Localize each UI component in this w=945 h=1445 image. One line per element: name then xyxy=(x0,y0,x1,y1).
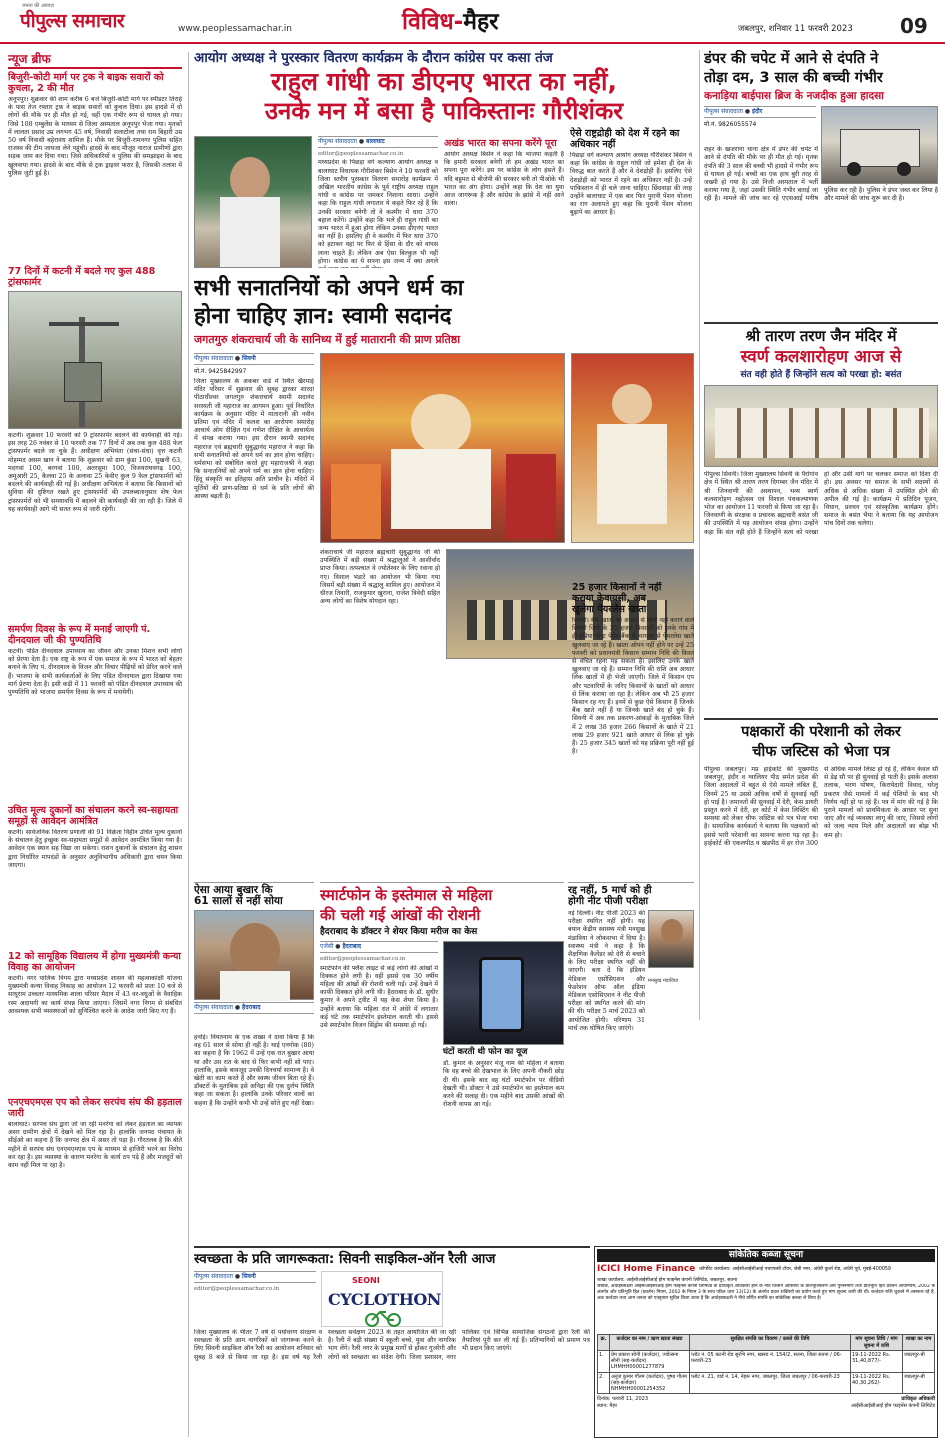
oldman-body: हनोई। वियतनाम के एक शख्स ने दावा किया है कि वह 61 साल से सोया ही नहीं है। थाई एनगोक (80) का कहना है कि 1962 में उन्हें एक रात बुखार आया था और उस रात के बाद से फिर कभी नहीं सो पाए। हालांकि, इसके बावजूद उनकी दिनचर्या सामान्य है। वे खेती का काम करते हैं और स्वस्थ जीवन बिता रहे हैं। डॉक्टरों के मुताबिक इसे अनिद्रा की एक दुर्लभ स्थिति कहा जा सकता है। हालांकि उनके परिवार वालों का कहना है कि उन्होंने कभी भी उन्हें सोते हुए नहीं देखा। xyxy=(194,1034,314,1107)
byline-desk: पीपुल्स संवाददाता xyxy=(318,138,357,145)
dateline: जबलपुर, शनिवार 11 फरवरी 2023 xyxy=(738,24,853,34)
news-brief-column xyxy=(8,52,182,1437)
website[interactable]: www.peoplessamachar.in xyxy=(178,24,292,34)
brand-tagline: जन‌‌ता की आवाज़ xyxy=(22,3,54,9)
jain-headline-1: श्री तारण तरण जैन मंदिर में xyxy=(745,327,897,345)
jain-photo xyxy=(704,385,938,467)
smartphone-byline: एजेंसी ● हैदराबाद xyxy=(320,941,438,953)
farmers-headline-2: कराया केवायसी, अब xyxy=(572,593,646,604)
dumper-headline-2: तोड़ा दम, 3 साल की बच्ची गंभीर xyxy=(704,70,883,86)
notice-th: क्र. xyxy=(598,1335,610,1351)
notice-date: दिनांक: फरवरी 11, 2023 xyxy=(597,1396,649,1403)
byline-city: इंदौर xyxy=(752,108,763,116)
oldman-photo xyxy=(194,910,314,1000)
dumper-photo xyxy=(821,106,938,184)
dumper-body: शहर के खजराना थाना क्षेत्र में डंपर की चपेट में आने से दंपति की मौके पर ही मौत हो गई। मृतक दंपति की 3 साल की बच्ची भी हादसे में गंभीर रूप से घायल हो गई। बच्ची का एक हाथ बुरी तरह से जख्मी हो गया है। उसे निजी अस्पताल में भर्ती कराया गया है, जहां उसकी स्थिति गंभीर बताई जा रही है। मामले की जांच कर रहे एएसआई मनीष पुलिस कर रही है। पुलिस ने डंपर जब्त कर लिया है और मामले की जांच शुरू कर दी है। xyxy=(704,146,938,203)
lead-sub2-body: पिछड़ा वर्ग कल्याण आयोग अध्यक्ष गौरीशंकर बिसेन ने कहा कि कांग्रेस के राहुल गांधी जो हमेशा ही देश के विरुद्ध बात करते हैं और वे देशद्रोही हैं। इसलिए ऐसे देशद्रोही को भारत में रहने का अधिकार नहीं है। उन्हें पाकिस्तान में ही चले जाना चाहिए। छिंदवाड़ा की तरह उन्होंने बालाघाट में एक बार फिर पुरानी पेंशन योजना का राग अलापते हुए कहा कि पुरानी पेंशन योजना बुढ़ापे का आधार है। xyxy=(570,152,692,217)
notice-intro: जबकि, अधोहस्ताक्षरी आईसीआईसीआई होम फाइनेंस कंपनी लिमिटेड के प्राधिकृत अधिकारी होने के नाते वित्तीय आस्तियों के प्रतिभूतिकरण और पुनर्निर्माण तथा प्रतिभूति हित प्रवर्तन अधिनियम, 2002 के अंतर्गत और प्रतिभूति हित (प्रवर्तन) नियम, 2002 के नियम 3 के साथ पठित धारा 13(12) के अंतर्गत प्रदत्त शक्तियों का प्रयोग करते हुए मांग सूचना जारी की थी। कर्जदार राशि चुकाने में असफल रहे हैं, अतः कर्जदार तथा आम जनता को एतद्द्वारा सूचित किया जाता है कि अधोहस्ताक्षरी ने नीचे वर्णित संपत्ति का सांकेतिक कब्जा ले लिया है। xyxy=(597,1284,935,1302)
sanatan-body: जिला मुख्यालय के अकबर वार्ड में स्थित खैरमाई मंदिर परिसर में शुक्रवार की सुबह द्वारका शारदा पीठाधीश्वर जगतगुरु शंकराचार्य स्वामी सदानंद सरस्वती जी महाराज का आगमन हुआ। पूर्व निर्धारित कार्यक्रम के अनुसार मंदिर में मातारानी की नवीन प्रतिमा एवं मंदिर में कलश का आरोपण समारोह आचार्य ओम दीक्षित एवं गणेश दीक्षित के आचार्यत्व में संपन्न कराया गया। इस दौरान स्वामी सदानंद महाराज एवं ब्रह्मचारी सुबुद्धानंद महाराज ने कहा कि सभी सनातनियों को अपने धर्म का ज्ञान होना चाहिए। धर्मसभा को संबोधित करते हुए महाराजश्री ने कहा कि सनातनियों को अपने धर्म का ज्ञान होना चाहिए। हिंदू संस्कृति का इतिहास अति प्राचीन है। मंदिरों में मूर्तियों की प्राण-प्रतिष्ठा से धर्म के प्रति लोगों की आस्था बढ़ती है। xyxy=(194,378,314,500)
sanatan-photo-main xyxy=(320,353,565,543)
notice-th: सुरक्षित संपत्ति का विवरण / कब्जे की तिथि xyxy=(690,1335,851,1351)
lead-headline-1: राहुल गांधी का डीएनए भारत का नहीं, xyxy=(271,66,617,96)
notice-th: मांग सूचना तिथि / मांग सूचना में राशि xyxy=(851,1335,903,1351)
section-title: विविध-मैहर xyxy=(402,9,499,35)
sanatan-body2: शंकराचार्य जी महाराज ब्रह्मचारी सुबुद्धानंद जी की उपस्थिति में बड़ी संख्या में श्रद्धालुओं ने आशीर्वाद प्राप्त किया। तत्पश्चात वे ज्योतेश्वर के लिए रवाना हो गए। विशाल भंडारे का आयोजन भी किया गया जिसमें बड़ी संख्या में श्रद्धालु शामिल हुए। आयोजन में धीरज तिवारी, राजकुमार खुराना, राजेश त्रिवेदी सहित अन्य लोगों का विशेष योगदान रहा। xyxy=(320,549,440,606)
notice-table-header xyxy=(598,1335,935,1351)
byline-city: हैदराबाद xyxy=(242,1004,261,1011)
byline-desk: पीपुल्स संवाददाता xyxy=(194,1004,233,1011)
cyclothon-logo xyxy=(321,1271,443,1327)
brief-item xyxy=(8,624,182,803)
farmers-body: सिवनी। बैंक खातों को आधार से लिंक नहीं कराने वाले सिवनी जिले के 25 हजार किसानों को इनके गांव में ही इंडिया पोस्ट पेमेंट बैंक के माध्यम से पेयरलेस खाते खुलवाए जा रहे हैं। खाता ओपन नहीं होने पर उन्हें 25 फरवरी को प्रधानमंत्री किसान सम्मान निधि की किस्त से वंचित रहना पड़ सकता है। इसलिए उनके खाते खुलवाए जा रहे हैं। सम्मान निधि की राशि अब आधार लिंक खातों में ही भेजी जाएगी। जिले में किसान एप और पटवारियों के जरिए किसानों के खातों को आधार से लिंक कराया जा रहा है। लेकिन अब भी 25 हजार किसान रह गए हैं। इनमें से कुछ ऐसे किसान हैं जिनके बैंक खाते नहीं हैं या जिनके खाते बंद हो चुके हैं। सिवनी में अब तक प्रकरण-आंकड़ों के मुताबिक जिले में 2 लाख 38 हजार 266 किसानों के खाते में 21 लाख 29 हजार 921 खाते आधार से लिंक हो चुके हैं। 25 हजार 345 खातों को यह प्रक्रिया पूरी नहीं हुई है। xyxy=(572,617,694,756)
byline-city: सिवनी xyxy=(242,1273,256,1280)
brief-body: कटनी। सार्वजनिक वितरण प्रणाली की 91 विक्रेता विहीन उचित मूल्य दुकानों के संचालन हेतु इच्छुक स्व-सहायता समूहों से आवेदन आमंत्रित किया गया है। आवेदन एक स्थान सह विद्या जा सकेगा। राशन दुकानों के संचालन हेतु शासन द्वारा निर्धारित मापदंडों के अनुसार अनुविभागीय अधिकारी द्वारा चयन किया जाएगा। xyxy=(8,829,182,869)
notice-cell: 2. xyxy=(598,1372,610,1394)
jain-subhead: संत वही होते हैं जिन्होंने सत्य को परखा हो: बसंत xyxy=(740,370,902,380)
possession-notice xyxy=(594,1246,938,1438)
transformer-photo xyxy=(8,291,182,429)
lead-byline: पीपुल्स संवाददाता ● बालाघाट xyxy=(318,136,438,148)
byline-desk: पीपुल्स संवाददाता xyxy=(194,355,233,362)
byline-desk: पीपुल्स संवाददाता xyxy=(704,108,743,116)
lead-sub2: ऐसे राष्ट्रद्रोही को देश में रहने का अधिकार नहीं xyxy=(570,128,680,150)
sanatan-photo-side xyxy=(571,353,694,543)
jain-story xyxy=(704,322,938,712)
brief-item xyxy=(8,72,182,264)
brief-title: समर्पण दिवस के रूप में मनाई जाएगी पं. दीनदयाल जी की पुण्यतिथि xyxy=(8,624,151,646)
notice-title: सांकेतिक कब्जा सूचना xyxy=(597,1249,935,1262)
smartphone-subhead: हैदराबाद के डॉक्टर ने शेयर किया मरीज का केस xyxy=(320,927,478,937)
smartphone-photo-body: डॉ. कुमार के अनुसार मंजू नाम की महिला ने बताया कि वह बच्चे की देखभाल के लिए अपनी नौकरी छोड़ दी थी। इसके बाद वह घंटों स्मार्टफोन पर वीडियो देखती थी। डॉक्टर ने उसे स्मार्टफोन का इस्तेमाल कम करने की सलाह दी। एक महीने बाद उसकी आंखों की रोशनी वापस आ गई। xyxy=(443,1060,564,1109)
mandaviya-photo xyxy=(648,910,694,968)
notice-th: कर्जदार का नाम / ऋण खाता संख्या xyxy=(610,1335,690,1351)
notice-table xyxy=(597,1334,935,1394)
journalists-story xyxy=(704,718,938,1018)
sanatan-subhead: जगतगुरु शंकराचार्य जी के सानिध्य में हुई मातारानी की प्राण प्रतिष्ठा xyxy=(194,333,461,346)
news-brief-label: न्यूज ब्रीफ xyxy=(8,52,182,69)
notice-cell: प्रेम प्रकाश सोनी (कर्जदार), ज्योत्सना सोनी (सह-कर्जदार) LHMHH00001277879 xyxy=(610,1350,690,1372)
dumper-byline: पीपुल्स संवाददाता ● इंदौर xyxy=(704,106,816,118)
notice-branch: शाखा कार्यालय: आईसीआईसीआई होम फाइनेंस कंपनी लिमिटेड, जबलपुर, सतना xyxy=(597,1277,738,1283)
dumper-phone: मो.नं. 9826055574 xyxy=(704,120,757,128)
lead-story xyxy=(194,50,694,268)
farmers-headline-1: 25 हजार किसानों ने नहीं xyxy=(572,582,662,593)
brief-body: कटनी। पंडित दीनदयाल उपाध्याय का जीवन और उनका मिशन सभी लोगों को प्रेरणा देता है। एक राष्ट्र के रूप में एक समाज के रूप में भारत को बेहतर बनाने के लिए पं. दीनदयाल के विजन और विचार पीढ़ियों को प्रेरित करने वाले हैं। भाजपा के सभी कार्यकर्ताओं के लिए पंडित दीनदयाल द्वारा दिखाया गया मार्ग प्रेरणा देता है। इसी कड़ी में 11 फरवरी को पंडित दीनदयाल उपाध्याय की पुण्यतिथि को भाजपा समर्पण दिवस के रूप में मनायेगी। xyxy=(8,648,182,697)
lead-photo xyxy=(194,136,312,268)
cycle-byline: पीपुल्स संवाददाता ● सिवनी xyxy=(194,1271,316,1283)
neet-headline-2: होगी नीट पीजी परीक्षा xyxy=(568,896,649,907)
brief-title: 77 दिनों में कटनी में बदले गए कुल 488 ट्रांसफार्मर xyxy=(8,266,156,288)
oldman-headline-2: 61 सालों से नहीं सोया xyxy=(194,895,283,907)
notice-cell: जबलपुर-बी xyxy=(903,1350,935,1372)
journalists-headline-2: चीफ जस्टिस को भेजा पत्र xyxy=(752,744,890,760)
lead-sub1: अखंड भारत का सपना करेंगे पूरा xyxy=(444,138,557,149)
lead-headline-2: उनके मन में बसा है पाकिस्तानः गौरीशंकर xyxy=(264,96,624,125)
cycle-email: editor@peoplessamachar.co.in xyxy=(194,1285,280,1292)
oldman-headline-1: ऐसा आया बुखार कि xyxy=(194,884,273,896)
notice-signatory: प्राधिकृत अधिकारी xyxy=(901,1396,935,1403)
farmers-headline-3: खुलेगा पेयरलेस खाता xyxy=(572,604,647,615)
sanatan-phone: मो.नं. 9425842997 xyxy=(194,367,247,375)
byline-city: सिवनी xyxy=(242,355,256,362)
brief-item xyxy=(8,951,182,1095)
brief-body: अनूपपुर। शुक्रवार की शाम करीब 6 बजे बिजुरी-कोटी मार्ग पर स्पीडटर तिराहे के पास तेज रफ्तार ट्रक ने बाइक सवारों को कुचल दिया। इस हादसे में दो लोगों की मौके पर ही मौत हो गई, वहीं एक गंभीर रूप से घायल हो गया। जिसे 108 एम्बुलेंस के माध्यम से जिला अस्पताल अनूपपुर भेजा गया। मृतकों में लालता प्रसाद उम्र लगभग 45 वर्ष, निवासी सलाटोला तथा राम बिहारी उम्र 50 वर्ष निवासी बहेरावंध शामिल हैं। मौके पर बिजुरी-रामनगर पुलिस सहित राजस्व की टीम जायजा लेने पहुंची। हादसे के बाद मौजूद नाराज ग्रामीणों द्वारा सड़क जाम कर दिया गया। जिसे अधिकारियों व पुलिस की समझाइश के बाद खुलवाया गया। हादसे के बाद मौके से ट्रक ड्राइवर फरार है, जिसकी तलाश में पुलिस जुटी हुई है। xyxy=(8,96,182,177)
journalists-body: पीपुल्स जबलपुर। मप्र हाईकोर्ट की मुख्यपीठ जबलपुर, इंदौर व ग्वालियर पीठ समेत प्रदेश की जिला अदालतों में बहुत से ऐसे मामले लंबित हैं, जिनमें 25 या उससे अधिक वर्षों से सुनवाई नहीं हो पाई है। जमानतों की सुनवाई में देरी, केस डायरी प्रस्तुत करने में देरी, हर कोर्ट में केस लिस्टिंग की समस्या को लेकर चीफ जस्टिस को पत्र भेजा गया है। सामाजिक कार्यकर्ता ने बताया कि पक्षकारों को इससे भारी परेशानी का सामना करना पड़ रहा है। हाईकोर्ट की एकलपीठ व खंडपीठ में हर रोज 300 से अधिक मामले लिस्ट हो रहे हैं, लेकिन केवल सौ से डेढ़ सौ पर ही सुनवाई हो पाती है। इसके अलावा तलाक, भरण पोषण, किरायेदारी विवाद, घरेलू प्रकरण जैसे मामलों में कई पेशियों के बाद भी निर्णय नहीं हो पा रहे हैं। पत्र में मांग की गई है कि पुराने मामलों को प्राथमिकता के आधार पर सुना जाए और नई व्यवस्था लागू की जाए, जिससे लोगों को जल्द न्याय मिले और अदालतों का बोझ भी कम हो। xyxy=(704,766,938,847)
table-row xyxy=(598,1372,935,1394)
byline-city: बालाघाट xyxy=(366,138,385,145)
neet-story xyxy=(568,882,694,1242)
notice-signatory-company: आईसीआईसीआई होम फाइनेंस कंपनी लिमिटेड xyxy=(850,1402,935,1409)
lead-kicker: आयोग अध्यक्ष ने पुरस्कार वितरण कार्यक्रम के दौरान कांग्रेस पर कसा तंज xyxy=(194,50,553,66)
lead-email: editor@peoplessamachar.co.in xyxy=(318,150,404,157)
icici-logo: ICICI Home Finance xyxy=(597,1264,696,1275)
notice-company-address: कॉर्पोरेट कार्यालय: आईसीआईसीआई एचएफसी टॉवर, जेबी नगर, अंधेरी कुर्ला रोड, अंधेरी पूर्व, मुंबई-400059 xyxy=(699,1266,891,1272)
oldman-byline: पीपुल्स संवाददाता ● हैदराबाद xyxy=(194,1002,314,1014)
neet-body: नई दिल्ली। नीट पीजी 2023 की परीक्षा स्थगित नहीं होगी। यह बयान केंद्रीय स्वास्थ्य मंत्री मनसुख मंडाविया ने लोकसभा में दिया है। स्वास्थ्य मंत्री ने कहा है कि शैक्षणिक कैलेंडर को देरी से बचाने के लिए परीक्षा स्थगित नहीं की जाएगी। बता दें कि इंडियन मेडिकल एसोसिएशन और फेडरेशन ऑफ ऑल इंडिया मेडिकल एसोसिएशन ने नीट पीजी परीक्षा को स्थगित करने की मांग की थी। परीक्षा 5 मार्च 2023 को आयोजित होगी। परिणाम 31 मार्च तक घोषित किए जाएंगे। xyxy=(568,910,645,1032)
cycle-icon xyxy=(364,1308,404,1328)
notice-th: शाखा का नाम xyxy=(903,1335,935,1351)
brief-item xyxy=(8,266,182,622)
smartphone-email: editor@peoplessamachar.co.in xyxy=(320,955,406,962)
notice-cell: 1. xyxy=(598,1350,610,1372)
notice-cell: जबलपुर-बी xyxy=(903,1372,935,1394)
column-divider xyxy=(699,50,700,1020)
farmers-story xyxy=(572,582,694,882)
dumper-subhead: कनाड़िया बाईपास ब्रिज के नजदीक हुआ हादसा xyxy=(704,90,884,102)
sanatan-headline-1: सभी सनातनियों को अपने धर्म का xyxy=(194,276,464,301)
page-number: 09 xyxy=(900,14,928,38)
dumper-headline-1: डंपर की चपेट में आने से दंपति ने xyxy=(704,51,879,67)
notice-cell: प्लॉट नं. 21, वार्ड नं. 14, नेहरू नगर, जबलपुर, जिला जबलपुर / 06-फरवरी-23 xyxy=(690,1372,851,1394)
brief-item xyxy=(8,805,182,949)
journalists-headline-1: पक्षकारों की परेशानी को लेकर xyxy=(741,724,901,740)
cyclothon-logo-top: SEONI xyxy=(352,1276,380,1285)
jain-headline-2: स्वर्ण कलशारोहण आज से xyxy=(740,347,902,367)
brief-title: बिजुरी-कोटी मार्ग पर ट्रक ने बाइक सवारों को कुचला, 2 की मौत xyxy=(8,72,164,94)
lead-sub1-body: आयोग अध्यक्ष बिसेन ने कहा कि भाजपा कहती है कि हमारी सरकार बनेगी तो हम अखंड भारत का सपना पूरा करेंगे। इस पर कांग्रेस के लोग हंसते हैं। यदि बहुमत से बीजेपी की सरकार बनी तो पीओके भी भारत का अंग होगा। उन्होंने कहा कि देश का युवा आज जागरूक है और कांग्रेस के झांसे में नहीं आने वाला। xyxy=(444,151,564,208)
byline-city: हैदराबाद xyxy=(342,943,361,951)
brief-item xyxy=(8,1097,182,1271)
table-row xyxy=(598,1350,935,1372)
brief-title: 12 को सामूहिक विद्यालय में होगा मुख्यमंत्री कन्या विवाह का आयोजन xyxy=(8,951,181,973)
lead-body: मध्यप्रदेश के पिछड़ा वर्ग कल्याण आयोग अध्यक्ष व बालाघाट विधायक गौरीशंकर बिसेन ने 10 फरवरी को जिला स्तरीय पुरस्कार वितरण समारोह कार्यक्रम में अखिल भारतीय कांग्रेस के पूर्व राष्ट्रीय अध्यक्ष राहुल गांधी व कांग्रेस पर जमकर निशाना साधा। उन्होंने कहा कि राहुल गांधी लगातार ये कहते फिर रहे हैं कि उनकी सरकार बनेगी तो वे कश्मीर में धारा 370 बहाल करेंगे। उन्होंने कहा कि भले ही राहुल गांधी का जन्म भारत में हुआ होगा लेकिन उनका डीएनए भारत का नहीं है। इसलिए ही वे कश्मीर में फिर धारा 370 को हटाकर वहां पर फिर से हिंसा के दौर को वापस लाना चाहते हैं। लेकिन अब ऐसा बिल्कुल भी नहीं होगा। कांग्रेस का ये सपना इस जन्म में क्या अगले xyxy=(318,159,438,265)
brief-title: एनएचएमएस एप को लेकर सरपंच संघ की हड़ताल जारी xyxy=(8,1097,182,1119)
notice-cell: 19-11-2022 Rs. 31,40,877/- xyxy=(851,1350,903,1372)
smartphone-story xyxy=(320,882,564,1242)
brief-body: बालाघाट। सरपंच संघ द्वारा जो जा रही मनरेगा को लेकर हड़ताल का व्यापक असर ग्रामीण क्षेत्रों में देखने को मिल रहा है। हालांकि जनपद पंचायत के सीईओ का कहना है कि जनपद क्षेत्र में असर तो पड़ा है। गौरतलब है कि बीते महीने से सरपंच संघ एनएमएमएस एप के माध्यम से हाजिरी भरने का विरोध कर रहा है। इस व्यवस्था के कारण मनरेगा के कार्य ठप पड़े हैं और मजदूरों को काम नहीं मिल पा रहा है। xyxy=(8,1121,182,1170)
mandaviya-caption: मनसुख मंडाविया xyxy=(648,978,679,984)
masthead xyxy=(0,0,945,44)
smartphone-body: स्मार्टफोन की फ्लैश लाइट से कई लोगों की आंखों में दिक्कत होने लगी है। वहीं इससे एक 30 वर्षीय महिला की आंखों की रोशनी चली गई। उन्हें देखने में काफी दिक्कत होने लगी थी। हैदराबाद के डॉ. सुधीर कुमार ने अपने ट्वीट में यह केस शेयर किया है। उन्होंने बताया कि महिला रात में अंधेरे में लगातार कई घंटे तक स्मार्टफोन इस्तेमाल करती थी। इससे उसे स्मार्टफोन विजन सिंड्रोम की समस्या हो गई। xyxy=(320,964,438,1030)
cycle-headline: स्वच्छता के प्रति जागरूकता: सिवनी साइकिल-ऑन रैली आज xyxy=(194,1251,496,1267)
smartphone-photo-caption: घंटों करती थी फोन का यूज xyxy=(443,1047,528,1058)
byline-desk: पीपुल्स संवाददाता xyxy=(194,1273,233,1280)
notice-cell: 19-11-2022 Rs. 40,30,262/- xyxy=(851,1372,903,1394)
dumper-story xyxy=(704,50,938,320)
notice-cell: अनुज कुमार गौतम (कर्जदार), पुष्पा गौतम (सह-कर्जदार) NHMHH00001254352 xyxy=(610,1372,690,1394)
brand-logo: पीपुल्स समाचार xyxy=(20,10,125,32)
sanatan-headline-2: होना चाहिए ज्ञान: स्वामी सदानंद xyxy=(194,304,452,329)
cycle-body: जिला मुख्यालय के भीतर 7 वर्ष से पर्यावरण संरक्षण व स्वच्छता के प्रति आम नागरिकों को जागरूक करने के लिए सिवनी साइकिल ऑन रैली का आयोजन शनिवार को सुबह 8 बजे से किया जा रहा है। इस वर्ष यह रैली स्वच्छता सर्वेक्षण 2023 के तहत आयोजित की जा रही है। रैली में बड़ी संख्या में स्कूली बच्चे, युवा और नागरिक भाग लेंगे। रैली नगर के प्रमुख मार्गों से होकर गुजरेगी और लोगों को स्वच्छता का संदेश देगी। जिला प्रशासन, नगर पालिका एवं विभिन्न सामाजिक संगठनों द्वारा रैली की तैयारियां पूरी कर ली गई हैं। प्रतिभागियों को प्रमाण पत्र भी प्रदान किए जाएंगे। xyxy=(194,1329,590,1361)
brief-body: कटनी। शुक्रवार 10 फरवरी को 9 ट्रांसफार्मर बदलने की कार्यवाही की गई। इस तरह 26 नवंबर से 10 फरवरी तक 77 दिनों में अब तक कुल 488 फेल ट्रांसफार्मर बदले जा चुके हैं। अधीक्षण अभियंता (संचा-संधा) वृत्त कटनी मोहम्मद असम खान ने बताया कि शुक्रवार को ग्राम कुंडा 100, सुखनी 63, मदगवां 100, बरगवां 100, अतरसूमा 100, विजयराघवगढ़ 100, अमुआरी 25, कैलवा 25 के अलावा 25 केवीए कुल 9 फेल ट्रांसफार्मरों को बदलने की कार्यवाही की गई है। अधीक्षण अभियंता ने बताया कि किसानों को सुविधा की दृष्टिगत रखते हुए ट्रांसफार्मरों की उपलब्धतानुसार शेष फेल ट्रांसफार्मरों को भी समयावधि में बदलने की कार्यवाही की जा रही है। जिले में यह कार्यवाही आगे भी सतत रूप से जारी रहेगी। xyxy=(8,432,182,513)
section-prefix: विविध xyxy=(402,9,454,35)
column-divider xyxy=(188,52,189,1437)
neet-headline-1: रद्द नहीं, 5 मार्च को ही xyxy=(568,885,652,896)
sanatan-byline: पीपुल्स संवाददाता ● सिवनी xyxy=(194,353,314,365)
old-man-story xyxy=(194,882,314,1032)
brief-title: उचित मूल्य दुकानों का संचालन करने स्व-सहायता समूहों से आवेदन आमंत्रित xyxy=(8,805,179,827)
smartphone-headline-2: की चली गई आंखों की रोशनी xyxy=(320,906,481,924)
notice-cell: प्लॉट नं. 05 कटनी रोड सुरभि नगर, खसरा नं. 154/2, सतना, जिला सतना / 06-फरवरी-23 xyxy=(690,1350,851,1372)
cyclothon-logo-main: CYCLOTHON xyxy=(328,1290,441,1309)
cycle-story xyxy=(194,1246,590,1438)
notice-place: स्थान: मैहर xyxy=(597,1402,618,1409)
brief-body: कटनी। नगर पालिक निगम द्वारा मध्यप्रदेश शासन की महत्वाकांक्षी योजना मुख्यमंत्री कन्या विवाह निकाह का आयोजन 12 फरवरी को प्रातः 10 बजे से साधूराम उच्चतर माध्यमिक शाला परिसर मैदान में 43 वर-वधुओं के वैवाहिक रस्म अदायगी का कार्य संपन्न किया जाएगा। जिसमें नगर निगम से संबंधित आवश्यक सभी व्यवस्थाओं को सुनिश्चित करने के आदेश जारी किए गए हैं। xyxy=(8,975,182,1015)
jain-body: पीपुल्स सिवनी। जिला मुख्यालय सिवनी के पैरोगांव क्षेत्र में स्थित श्री तारण तरण दिगम्बर जैन मंदिर में श्री जिनवाणी की अस्थापन, भव्य स्वर्ण कलशारोहण महोत्सव एवं विशाल पंचकल्याणक भोज का आयोजन 11 फरवरी से किया जा रहा है। जिनवाणी के संरक्षक व प्रचारक ब्रह्मचारी बसंत जी की उपस्थिति में यह आयोजन संपन्न होगा। उन्होंने कहा कि संत वही होते हैं जिन्होंने सत्य को परखा हो और उसी मार्ग पर चलकर समाज को दिशा दी हो। इस अवसर पर समाज के सभी सदस्यों से अधिक से अधिक संख्या में उपस्थित होने की अपील की गई है। कार्यक्रम में प्रतिदिन पूजन, विधान, प्रवचन एवं सांस्कृतिक कार्यक्रम होंगे। समाज के बसंत भैया ने बताया कि यह आयोजन पांच दिनों तक चलेगा। xyxy=(704,471,938,536)
smartphone-headline-1: स्मार्टफोन के इस्तेमाल से महिला xyxy=(320,886,493,904)
byline-desk: एजेंसी xyxy=(320,943,334,951)
section-city: मैहर xyxy=(463,9,499,35)
smartphone-photo xyxy=(443,941,564,1045)
